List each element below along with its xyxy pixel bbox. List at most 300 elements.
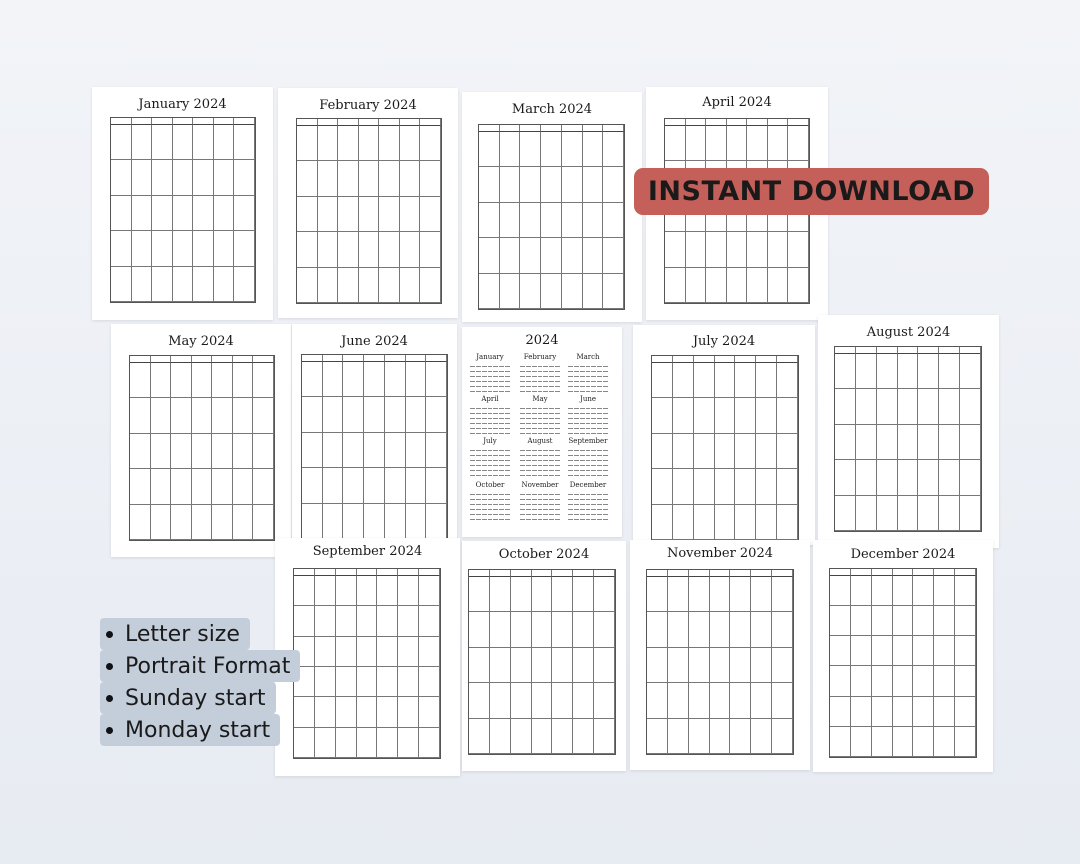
overview-month: [520, 395, 560, 434]
day-cell: [710, 683, 731, 718]
day-cell: [893, 727, 914, 757]
overview-month-grid: [470, 447, 510, 476]
day-cell: [893, 636, 914, 666]
overview-month-name: January: [476, 353, 504, 361]
day-cell: [573, 683, 594, 718]
day-cell: [668, 683, 689, 718]
day-cell: [715, 398, 736, 433]
overview-month: [470, 437, 510, 476]
day-cell: [893, 576, 914, 606]
day-cell: [234, 160, 255, 195]
day-cell: [132, 125, 153, 160]
day-cell: [151, 505, 172, 540]
weekday-header-cell: [511, 570, 532, 577]
page-title: April 2024: [702, 95, 772, 110]
day-cell: [359, 161, 380, 196]
day-cell: [212, 363, 233, 398]
day-cell: [520, 167, 541, 202]
feature-item: [100, 650, 300, 682]
day-cell: [851, 697, 872, 727]
day-cell: [130, 398, 151, 433]
day-cell: [747, 126, 768, 161]
day-cell: [377, 576, 398, 606]
day-cell: [315, 606, 336, 636]
day-cell: [939, 354, 960, 389]
day-cell: [315, 728, 336, 758]
day-cell: [768, 268, 789, 303]
calendar-page-october: [462, 541, 626, 771]
day-cell: [234, 196, 255, 231]
day-cell: [359, 126, 380, 161]
overview-month-grid: [470, 363, 510, 392]
day-cell: [562, 203, 583, 238]
day-cell: [343, 397, 364, 432]
day-cell: [490, 612, 511, 647]
day-cell: [111, 231, 132, 266]
day-cell: [193, 125, 214, 160]
day-cell: [364, 433, 385, 468]
day-cell: [730, 648, 751, 683]
day-cell: [214, 160, 235, 195]
day-cell: [400, 268, 421, 303]
day-cell: [336, 697, 357, 727]
day-cell: [338, 232, 359, 267]
weekday-header-cell: [192, 356, 213, 363]
overview-month-grid: [520, 491, 560, 520]
day-cell: [583, 132, 604, 167]
weekday-header-cell: [673, 356, 694, 363]
day-cell: [532, 719, 553, 754]
day-cell: [234, 125, 255, 160]
day-cell: [323, 468, 344, 503]
day-cell: [552, 612, 573, 647]
day-cell: [851, 727, 872, 757]
day-cell: [856, 425, 877, 460]
weekday-header-cell: [647, 570, 668, 577]
day-cell: [379, 232, 400, 267]
day-cell: [835, 496, 856, 531]
day-cell: [315, 637, 336, 667]
weekday-header-cell: [872, 569, 893, 576]
page-title: February 2024: [319, 98, 417, 113]
bullet-icon: [106, 727, 113, 734]
day-cell: [419, 697, 440, 727]
weekday-header-cell: [318, 119, 339, 126]
calendar-page-june: [292, 324, 457, 542]
overview-month-name: September: [568, 437, 608, 445]
weekday-header-cell: [233, 356, 254, 363]
day-cell: [302, 468, 323, 503]
day-cell: [193, 196, 214, 231]
weekday-header-cell: [856, 347, 877, 354]
day-cell: [152, 231, 173, 266]
day-cell: [419, 667, 440, 697]
day-cell: [171, 505, 192, 540]
overview-month-name: February: [523, 353, 557, 361]
weekday-header-cell: [665, 119, 686, 126]
day-cell: [212, 505, 233, 540]
day-cell: [735, 469, 756, 504]
day-cell: [132, 231, 153, 266]
overview-month: [470, 395, 510, 434]
weekday-header-cell: [918, 347, 939, 354]
day-cell: [735, 505, 756, 540]
day-cell: [500, 132, 521, 167]
day-cell: [877, 496, 898, 531]
day-cell: [302, 397, 323, 432]
day-cell: [192, 434, 213, 469]
day-cell: [111, 267, 132, 302]
day-cell: [893, 666, 914, 696]
day-cell: [777, 398, 798, 433]
overview-month: [568, 481, 608, 520]
day-cell: [710, 719, 731, 754]
weekday-header-cell: [173, 118, 194, 125]
weekday-header-cell: [426, 355, 447, 362]
day-cell: [652, 469, 673, 504]
overview-month-name: October: [475, 481, 505, 489]
day-cell: [913, 727, 934, 757]
day-cell: [583, 203, 604, 238]
day-cell: [253, 505, 274, 540]
day-cell: [359, 268, 380, 303]
weekday-header-cell: [710, 570, 731, 577]
page-title: November 2024: [666, 546, 773, 561]
day-cell: [398, 576, 419, 606]
day-cell: [668, 612, 689, 647]
day-cell: [294, 576, 315, 606]
weekday-header-cell: [877, 347, 898, 354]
day-cell: [297, 197, 318, 232]
day-cell: [768, 126, 789, 161]
day-cell: [338, 268, 359, 303]
day-cell: [756, 398, 777, 433]
day-cell: [573, 577, 594, 612]
day-cell: [297, 268, 318, 303]
day-cell: [706, 126, 727, 161]
day-cell: [532, 648, 553, 683]
weekday-header-cell: [730, 570, 751, 577]
day-cell: [385, 433, 406, 468]
day-cell: [233, 434, 254, 469]
day-cell: [130, 434, 151, 469]
day-cell: [735, 398, 756, 433]
day-cell: [233, 363, 254, 398]
day-cell: [918, 389, 939, 424]
calendar-page-november: [630, 540, 810, 770]
day-cell: [297, 161, 318, 196]
day-cell: [898, 496, 919, 531]
day-cell: [318, 268, 339, 303]
day-cell: [420, 268, 441, 303]
day-cell: [214, 267, 235, 302]
day-cell: [398, 606, 419, 636]
day-cell: [689, 577, 710, 612]
day-cell: [192, 363, 213, 398]
weekday-header-cell: [302, 355, 323, 362]
day-cell: [756, 505, 777, 540]
day-cell: [359, 232, 380, 267]
day-cell: [673, 363, 694, 398]
day-cell: [647, 719, 668, 754]
weekday-header-cell: [913, 569, 934, 576]
day-cell: [377, 637, 398, 667]
day-cell: [918, 425, 939, 460]
day-cell: [343, 362, 364, 397]
day-cell: [955, 666, 976, 696]
month-grid: [293, 568, 441, 759]
calendar-page-february: [278, 88, 458, 318]
weekday-header-cell: [768, 119, 789, 126]
day-cell: [673, 398, 694, 433]
day-cell: [426, 397, 447, 432]
day-cell: [830, 727, 851, 757]
calendar-page-september: [275, 538, 460, 776]
day-cell: [469, 577, 490, 612]
weekday-header-cell: [893, 569, 914, 576]
day-cell: [706, 268, 727, 303]
day-cell: [594, 577, 615, 612]
day-cell: [830, 576, 851, 606]
day-cell: [490, 577, 511, 612]
weekday-header-cell: [398, 569, 419, 576]
weekday-header-cell: [151, 356, 172, 363]
weekday-header-cell: [234, 118, 255, 125]
weekday-header-cell: [297, 119, 318, 126]
day-cell: [562, 132, 583, 167]
day-cell: [835, 354, 856, 389]
day-cell: [426, 362, 447, 397]
weekday-header-cell: [520, 125, 541, 132]
day-cell: [706, 232, 727, 267]
feature-list: [100, 618, 300, 746]
overview-month: [568, 437, 608, 476]
day-cell: [573, 719, 594, 754]
overview-month-grid: [520, 405, 560, 434]
day-cell: [751, 683, 772, 718]
weekday-header-cell: [336, 569, 357, 576]
day-cell: [173, 267, 194, 302]
day-cell: [872, 727, 893, 757]
weekday-header-cell: [359, 119, 380, 126]
day-cell: [541, 167, 562, 202]
day-cell: [747, 232, 768, 267]
weekday-header-cell: [715, 356, 736, 363]
weekday-header-cell: [500, 125, 521, 132]
day-cell: [500, 238, 521, 273]
day-cell: [111, 160, 132, 195]
day-cell: [751, 577, 772, 612]
day-cell: [689, 648, 710, 683]
day-cell: [913, 666, 934, 696]
day-cell: [398, 637, 419, 667]
day-cell: [302, 504, 323, 539]
day-cell: [253, 434, 274, 469]
day-cell: [420, 197, 441, 232]
page-title: July 2024: [692, 334, 756, 349]
page-title: September 2024: [312, 544, 423, 559]
day-cell: [377, 606, 398, 636]
feature-label: Portrait Format: [125, 653, 291, 679]
calendar-page-december: [813, 540, 993, 772]
weekday-header-cell: [756, 356, 777, 363]
day-cell: [715, 505, 736, 540]
day-cell: [583, 238, 604, 273]
day-cell: [398, 697, 419, 727]
day-cell: [562, 238, 583, 273]
day-cell: [379, 197, 400, 232]
day-cell: [398, 728, 419, 758]
day-cell: [520, 203, 541, 238]
day-cell: [934, 697, 955, 727]
weekday-header-cell: [338, 119, 359, 126]
page-title: January 2024: [138, 97, 227, 112]
day-cell: [955, 697, 976, 727]
day-cell: [603, 274, 624, 309]
day-cell: [532, 577, 553, 612]
overview-month-name: April: [481, 395, 499, 403]
weekday-header-cell: [132, 118, 153, 125]
day-cell: [214, 196, 235, 231]
day-cell: [694, 505, 715, 540]
day-cell: [343, 504, 364, 539]
day-cell: [406, 433, 427, 468]
day-cell: [336, 728, 357, 758]
day-cell: [406, 504, 427, 539]
day-cell: [756, 434, 777, 469]
day-cell: [647, 683, 668, 718]
day-cell: [694, 434, 715, 469]
day-cell: [772, 719, 793, 754]
day-cell: [851, 666, 872, 696]
day-cell: [364, 504, 385, 539]
day-cell: [171, 398, 192, 433]
overview-month: [520, 437, 560, 476]
day-cell: [302, 362, 323, 397]
weekday-header-cell: [747, 119, 768, 126]
day-cell: [364, 362, 385, 397]
day-cell: [830, 666, 851, 696]
day-cell: [173, 196, 194, 231]
weekday-header-cell: [212, 356, 233, 363]
weekday-header-cell: [111, 118, 132, 125]
calendar-page-august: [818, 315, 999, 548]
day-cell: [898, 460, 919, 495]
day-cell: [939, 389, 960, 424]
day-cell: [730, 612, 751, 647]
day-cell: [479, 274, 500, 309]
page-title: March 2024: [511, 102, 593, 117]
overview-month: [470, 353, 510, 392]
day-cell: [130, 469, 151, 504]
month-grid: [834, 346, 982, 532]
weekday-header-cell: [323, 355, 344, 362]
weekday-header-cell: [573, 570, 594, 577]
overview-month-name: June: [580, 395, 596, 403]
day-cell: [323, 504, 344, 539]
day-cell: [400, 161, 421, 196]
day-cell: [856, 460, 877, 495]
overview-month-grid: [568, 491, 608, 520]
weekday-header-cell: [479, 125, 500, 132]
overview-month-grid: [470, 491, 510, 520]
day-cell: [694, 363, 715, 398]
day-cell: [193, 231, 214, 266]
day-cell: [192, 398, 213, 433]
day-cell: [541, 132, 562, 167]
day-cell: [872, 666, 893, 696]
day-cell: [727, 268, 748, 303]
day-cell: [385, 504, 406, 539]
day-cell: [856, 354, 877, 389]
weekday-header-cell: [490, 570, 511, 577]
day-cell: [898, 425, 919, 460]
day-cell: [835, 389, 856, 424]
day-cell: [426, 504, 447, 539]
day-cell: [400, 197, 421, 232]
day-cell: [583, 274, 604, 309]
day-cell: [934, 576, 955, 606]
weekday-header-cell: [171, 356, 192, 363]
day-cell: [730, 719, 751, 754]
day-cell: [419, 728, 440, 758]
day-cell: [400, 232, 421, 267]
weekday-header-cell: [130, 356, 151, 363]
day-cell: [500, 167, 521, 202]
day-cell: [419, 576, 440, 606]
day-cell: [511, 683, 532, 718]
weekday-header-cell: [385, 355, 406, 362]
day-cell: [913, 576, 934, 606]
day-cell: [469, 648, 490, 683]
day-cell: [673, 469, 694, 504]
weekday-header-cell: [294, 569, 315, 576]
day-cell: [851, 606, 872, 636]
day-cell: [694, 398, 715, 433]
page-title: June 2024: [341, 334, 408, 349]
day-cell: [552, 683, 573, 718]
day-cell: [652, 398, 673, 433]
day-cell: [130, 363, 151, 398]
day-cell: [315, 576, 336, 606]
day-cell: [338, 161, 359, 196]
day-cell: [856, 389, 877, 424]
day-cell: [171, 363, 192, 398]
overview-month-name: December: [569, 481, 607, 489]
calendar-page-march: [462, 92, 642, 322]
day-cell: [689, 683, 710, 718]
day-cell: [668, 648, 689, 683]
weekday-header-cell: [830, 569, 851, 576]
day-cell: [735, 363, 756, 398]
day-cell: [132, 196, 153, 231]
day-cell: [913, 636, 934, 666]
day-cell: [132, 267, 153, 302]
month-grid: [110, 117, 256, 303]
weekday-header-cell: [594, 570, 615, 577]
day-cell: [934, 666, 955, 696]
day-cell: [315, 697, 336, 727]
day-cell: [359, 197, 380, 232]
day-cell: [552, 719, 573, 754]
weekday-header-cell: [315, 569, 336, 576]
day-cell: [603, 167, 624, 202]
day-cell: [694, 469, 715, 504]
weekday-header-cell: [960, 347, 981, 354]
day-cell: [851, 636, 872, 666]
day-cell: [756, 469, 777, 504]
day-cell: [955, 727, 976, 757]
